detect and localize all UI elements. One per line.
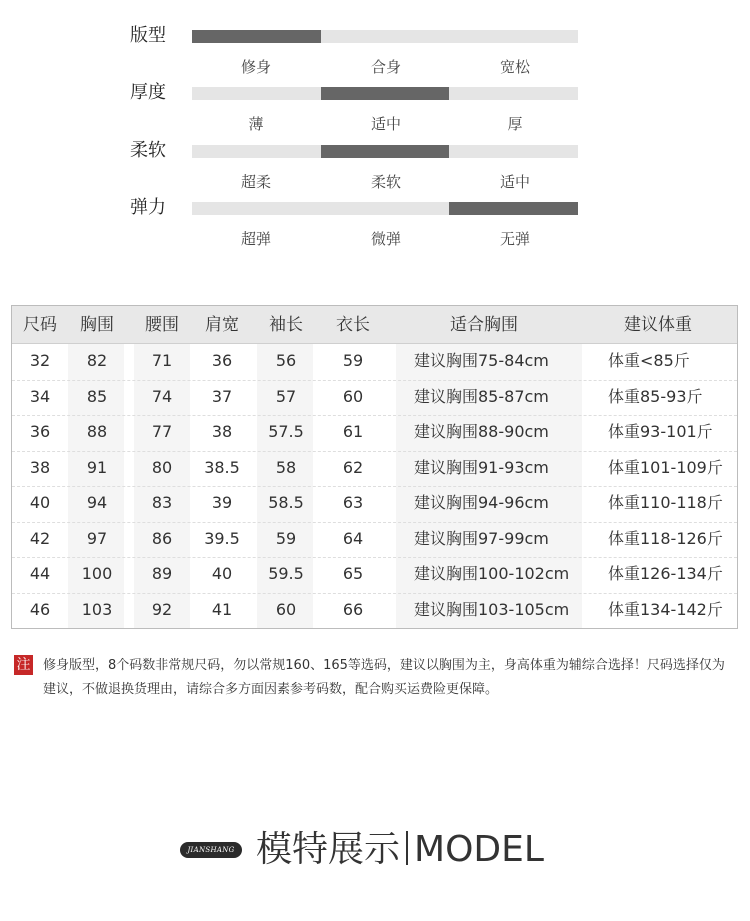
table-cell: 建议胸围91-93cm [414, 457, 549, 477]
attribute-option: 适中 [499, 173, 530, 191]
header-shoulder: 肩宽 [205, 315, 239, 335]
table-cell: 体重85-93斤 [608, 386, 703, 406]
attribute-option: 微弹 [370, 230, 401, 248]
table-cell: 建议胸围85-87cm [414, 386, 549, 406]
table-cell: 71 [151, 351, 173, 370]
table-cell: 83 [151, 493, 173, 512]
table-row [12, 451, 737, 487]
header-chest: 胸围 [80, 315, 114, 335]
table-row [12, 486, 737, 522]
table-cell: 92 [151, 599, 173, 619]
attribute-scale-bar [192, 30, 578, 43]
table-cell: 100 [81, 564, 113, 583]
table-cell: 34 [29, 386, 51, 406]
table-cell: 66 [342, 599, 364, 619]
table-row [12, 557, 737, 593]
table-cell: 88 [86, 422, 108, 441]
attribute-option: 厚 [507, 115, 523, 133]
table-cell: 体重<85斤 [608, 351, 690, 370]
attribute-scale-indicator [321, 87, 450, 100]
attribute-option: 薄 [248, 115, 264, 133]
table-cell: 32 [29, 351, 51, 370]
table-cell: 36 [29, 422, 51, 441]
attribute-label: 弹力 [130, 197, 166, 218]
table-row [12, 344, 737, 380]
header-waist: 腰围 [145, 315, 179, 335]
table-cell: 80 [151, 457, 173, 477]
table-cell: 74 [151, 386, 173, 406]
table-cell: 59 [275, 528, 297, 548]
table-row [12, 415, 737, 451]
header-fit-chest: 适合胸围 [450, 315, 518, 335]
table-cell: 建议胸围94-96cm [414, 493, 549, 512]
table-cell: 58 [275, 457, 297, 477]
table-cell: 65 [342, 564, 364, 583]
table-cell: 建议胸围103-105cm [414, 599, 570, 619]
table-cell: 37 [211, 386, 233, 406]
table-row [12, 522, 737, 558]
table-cell: 91 [86, 457, 108, 477]
attribute-scale-indicator [449, 202, 578, 215]
header-length: 衣长 [336, 315, 370, 335]
attribute-scale-indicator [192, 30, 321, 43]
table-cell: 63 [342, 493, 364, 512]
header-weight: 建议体重 [624, 315, 692, 335]
size-table [11, 305, 738, 629]
table-cell: 58.5 [268, 493, 304, 512]
table-cell: 39.5 [204, 528, 240, 548]
table-cell: 86 [151, 528, 173, 548]
note-badge: 注 [14, 655, 33, 675]
table-cell: 94 [86, 493, 108, 512]
table-cell: 体重110-118斤 [608, 493, 723, 512]
table-cell: 57 [275, 386, 297, 406]
attribute-option: 超柔 [240, 173, 271, 191]
table-cell: 64 [342, 528, 364, 548]
table-cell: 体重118-126斤 [608, 528, 723, 548]
attribute-option: 超弹 [240, 230, 271, 248]
table-cell: 77 [151, 422, 173, 441]
table-cell: 42 [29, 528, 51, 548]
table-cell: 82 [86, 351, 108, 370]
table-cell: 62 [342, 457, 364, 477]
table-cell: 建议胸围75-84cm [414, 351, 549, 370]
table-cell: 57.5 [268, 422, 304, 441]
table-cell: 44 [29, 564, 51, 583]
attribute-label: 厚度 [130, 82, 166, 103]
table-cell: 建议胸围100-102cm [414, 564, 570, 583]
table-cell: 97 [86, 528, 108, 548]
table-row [12, 380, 737, 416]
table-cell: 体重101-109斤 [608, 457, 723, 477]
table-cell: 38 [29, 457, 51, 477]
attribute-option: 无弹 [499, 230, 530, 248]
table-cell: 36 [211, 351, 233, 370]
table-cell: 103 [81, 599, 113, 619]
header-sleeve: 袖长 [269, 315, 303, 335]
model-title-cn: 模特展示 [256, 829, 401, 870]
table-cell: 40 [211, 564, 233, 583]
table-cell: 38 [211, 422, 233, 441]
attribute-scale-bar [192, 145, 578, 158]
attribute-scale-indicator [321, 145, 450, 158]
table-cell: 59.5 [268, 564, 304, 583]
attribute-scale-bar [192, 87, 578, 100]
table-cell: 60 [342, 386, 364, 406]
table-cell: 体重126-134斤 [608, 564, 723, 583]
attribute-option: 合身 [370, 58, 401, 76]
table-cell: 89 [151, 564, 173, 583]
attribute-label: 柔软 [130, 140, 166, 161]
model-section-title [256, 828, 544, 872]
size-note-text: 修身版型，8个码数非常规尺码，勿以常规160、165等选码，建议以胸围为主，身高体重为辅综合选择！尺码选择仅为建议，不做退换货理由，请综合多方面因素参考码数，配合购买运费险更保障。 [43, 658, 725, 697]
attribute-option: 适中 [370, 115, 401, 133]
table-cell: 40 [29, 493, 51, 512]
table-cell: 46 [29, 599, 51, 619]
table-cell: 59 [342, 351, 364, 370]
attribute-option: 修身 [240, 58, 271, 76]
attribute-option: 柔软 [370, 173, 401, 191]
attribute-option: 宽松 [499, 58, 530, 76]
table-cell: 建议胸围88-90cm [414, 422, 549, 441]
jianshang-badge: JIANSHANG [180, 842, 242, 858]
title-divider [406, 831, 408, 865]
table-cell: 39 [211, 493, 233, 512]
table-row [12, 593, 737, 629]
model-title-en: MODEL [414, 829, 544, 870]
table-cell: 体重93-101斤 [608, 422, 713, 441]
table-cell: 建议胸围97-99cm [414, 528, 549, 548]
table-cell: 56 [275, 351, 297, 370]
model-section-heading [180, 826, 580, 876]
attribute-scale-bar [192, 202, 578, 215]
table-cell: 38.5 [204, 457, 240, 477]
table-cell: 41 [211, 599, 233, 619]
table-cell: 61 [342, 422, 364, 441]
table-cell: 60 [275, 599, 297, 619]
header-size: 尺码 [23, 315, 57, 335]
table-cell: 85 [86, 386, 108, 406]
table-cell: 体重134-142斤 [608, 599, 723, 619]
attribute-label: 版型 [130, 25, 166, 46]
